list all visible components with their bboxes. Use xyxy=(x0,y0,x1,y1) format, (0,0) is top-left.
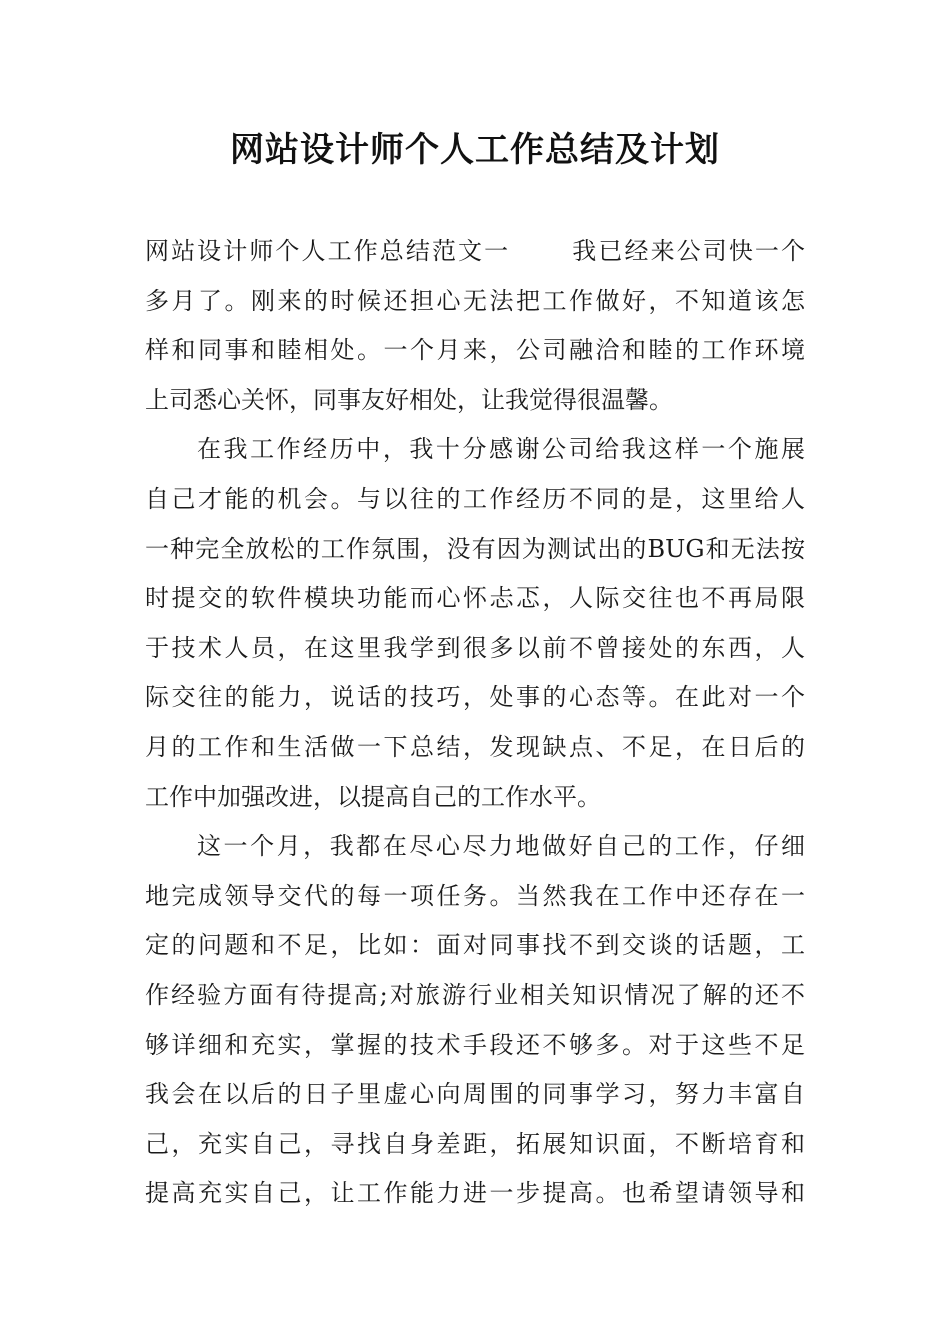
text-line: 己，充实自己，寻找自身差距，拓展知识面，不断培育和 xyxy=(145,1129,805,1158)
text-line-part: 网站设计师个人工作总结范文一 xyxy=(145,237,511,265)
text-line: 提高充实自己，让工作能力进一步提高。也希望请领导和 xyxy=(145,1179,805,1208)
text-line: 在我工作经历中，我十分感谢公司给我这样一个施展 xyxy=(197,435,805,464)
text-line: 时提交的软件模块功能而心怀忐忑，人际交往也不再局限 xyxy=(145,584,805,613)
text-line: 上司悉心关怀，同事友好相处，让我觉得很温馨。 xyxy=(145,385,673,414)
document-title: 网站设计师个人工作总结及计划 xyxy=(230,130,720,170)
text-line: 定的问题和不足，比如：面对同事找不到交谈的话题，工 xyxy=(145,931,805,960)
text-line: 地完成领导交代的每一项任务。当然我在工作中还存在一 xyxy=(145,881,805,910)
text-line: 这一个月，我都在尽心尽力地做好自己的工作，仔细 xyxy=(197,832,805,861)
text-line: 一种完全放松的工作氛围，没有因为测试出的BUG和无法按 xyxy=(145,534,805,563)
text-line: 工作中加强改进，以提高自己的工作水平。 xyxy=(145,782,601,811)
document-body xyxy=(145,227,805,1219)
text-line: 月的工作和生活做一下总结，发现缺点、不足，在日后的 xyxy=(145,732,805,761)
text-line: 我会在以后的日子里虚心向周围的同事学习，努力丰富自 xyxy=(145,1080,805,1109)
text-line xyxy=(145,227,805,277)
text-line: 际交往的能力，说话的技巧，处事的心态等。在此对一个 xyxy=(145,683,805,712)
text-line: 多月了。刚来的时候还担心无法把工作做好，不知道该怎 xyxy=(145,286,805,315)
text-line: 样和同事和睦相处。一个月来，公司融洽和睦的工作环境 xyxy=(145,336,805,365)
text-line: 于技术人员，在这里我学到很多以前不曾接处的东西，人 xyxy=(145,633,805,662)
text-line: 够详细和充实，掌握的技术手段还不够多。对于这些不足 xyxy=(145,1030,805,1059)
text-line-part: 我已经来公司快一个 xyxy=(570,237,805,265)
text-line: 自己才能的机会。与以往的工作经历不同的是，这里给人 xyxy=(145,484,805,513)
text-line: 作经验方面有待提高;对旅游行业相关知识情况了解的还不 xyxy=(145,980,805,1009)
